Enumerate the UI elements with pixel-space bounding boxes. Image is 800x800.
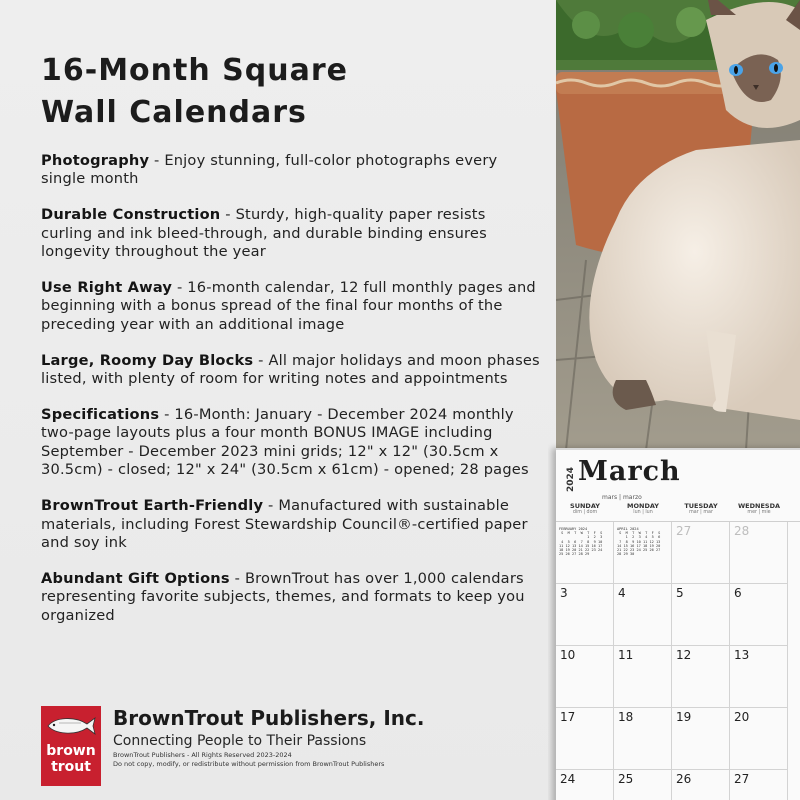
product-preview <box>548 0 800 800</box>
day-cell: 26 <box>672 770 730 800</box>
siamese-cat-photo <box>556 0 800 450</box>
publisher-tagline: Connecting People to Their Passions <box>113 733 367 749</box>
weekday-tuesday: TUESDAY mar | mar <box>684 502 718 515</box>
day-cell: 17 <box>556 708 614 770</box>
day-cell: 27 <box>730 770 788 800</box>
day-cell: 4 <box>614 584 672 646</box>
feature-durable-construction: Durable Construction - Sturdy, high-quality paper resists curling and ink bleed-through, and durable binding ensures longevity throughout the year <box>41 206 487 261</box>
day-cell: 25 <box>614 770 672 800</box>
feature-use-right-away: Use Right Away - 16-month calendar, 12 full monthly pages and beginning with a bonus spread of the final four months of the preceding year with an additional image <box>41 279 536 333</box>
mini-calendar-april: APRIL 2024 S M T W T F S 1 2 3 4 5 6 7 8 9 10 11 12 13 14 15 16 17 18 19 20 21 22 23 24 25 26 27 28 29 30 <box>614 522 672 584</box>
feature-specifications: Specifications - 16-Month: January - December 2024 monthly two-page layouts plus a four month BONUS IMAGE including September - December 2023 mini grids; 12" x 12" (30.5cm x 30.5cm) - closed; 12" x 24" (30.5cm x 61cm) - opened; 28 pages <box>41 406 529 479</box>
copyright-notice: BrownTrout Publishers - All Rights Reserved 2023-2024 Do not copy, modify, or redistribute without permission from BrownTrout Publishers <box>113 751 385 768</box>
calendar-year-vertical <box>558 454 580 494</box>
feature-day-blocks: Large, Roomy Day Blocks - All major holidays and moon phases listed, with plenty of room for writing notes and appointments <box>41 351 540 388</box>
day-cell: 18 <box>614 708 672 770</box>
weekday-sunday: SUNDAY dim | dom <box>570 502 600 515</box>
day-cell: 20 <box>730 708 788 770</box>
day-cell: 10 <box>556 646 614 708</box>
page-title: 16-Month Square Wall Calendars <box>41 53 348 130</box>
calendar-year: 2024 <box>566 466 576 492</box>
feature-list <box>41 152 541 643</box>
mini-calendar-february: FEBRUARY 2024 S M T W T F S 1 2 3 4 5 6 7 8 9 10 11 12 13 14 15 16 17 18 19 20 21 22 23 24 25 26 27 28 29 <box>556 522 614 584</box>
day-cell: 6 <box>730 584 788 646</box>
weekday-monday: MONDAY lun | lun <box>627 502 659 515</box>
publisher-footer <box>41 706 551 786</box>
day-cell: 5 <box>672 584 730 646</box>
browntrout-logo: brown trout <box>41 706 101 786</box>
day-cell: 12 <box>672 646 730 708</box>
feature-gift-options: Abundant Gift Options - BrownTrout has over 1,000 calendars representing favorite subjects, themes, and formats to keep you organized <box>41 569 525 624</box>
calendar-page <box>556 448 800 800</box>
calendar-grid <box>556 522 800 800</box>
weekday-wednesday: WEDNESDA mer | mie <box>738 502 780 515</box>
day-cell: 19 <box>672 708 730 770</box>
calendar-month-translation: mars | marzo <box>602 494 642 501</box>
trout-icon <box>45 712 97 738</box>
publisher-name: BrownTrout Publishers, Inc. <box>113 706 425 730</box>
day-cell: 24 <box>556 770 614 800</box>
feature-earth-friendly: BrownTrout Earth-Friendly - Manufactured with sustainable materials, including Forest Stewardship Council®-certified paper and soy ink <box>41 497 528 551</box>
day-cell: 28 <box>730 522 788 584</box>
day-cell: 11 <box>614 646 672 708</box>
day-cell: 3 <box>556 584 614 646</box>
weekday-header <box>556 500 800 522</box>
day-cell: 27 <box>672 522 730 584</box>
calendar-month: March <box>578 456 681 487</box>
feature-photography: Photography - Enjoy stunning, full-color photographs every single month <box>41 152 498 188</box>
day-cell: 13 <box>730 646 788 708</box>
